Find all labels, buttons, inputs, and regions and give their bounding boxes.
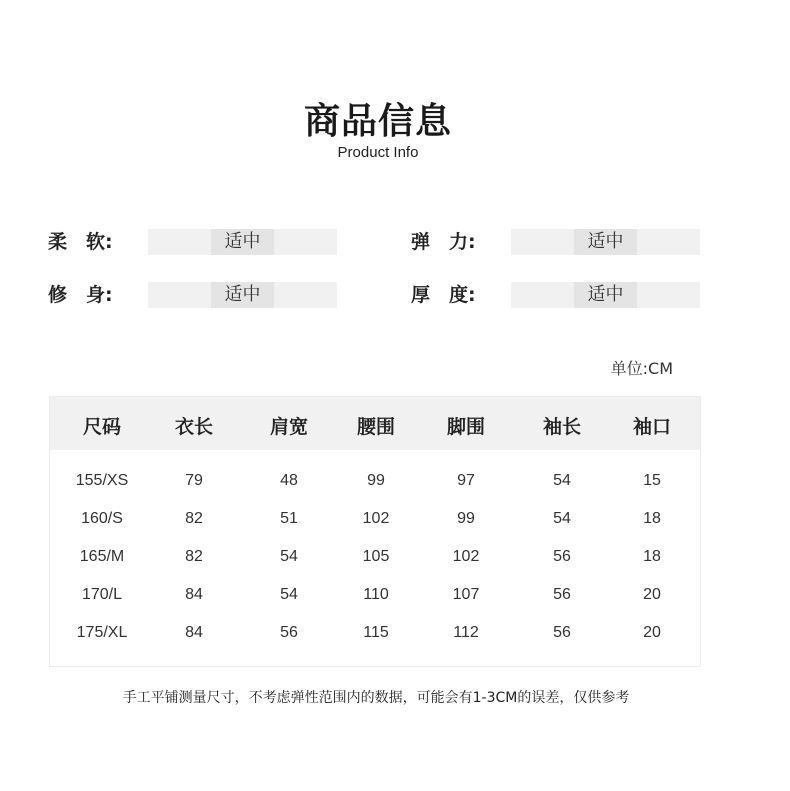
table-cell: 15 [643,472,661,489]
table-cell: 170/L [81,586,123,603]
column-header: 腰围 [356,416,395,438]
table-header [50,397,700,450]
table-cell: 56 [280,624,298,641]
column-header: 尺码 [82,416,121,438]
table-cell: 20 [643,586,661,603]
table-cell: 51 [280,510,298,527]
table-cell: 18 [643,510,661,527]
table-cell: 97 [457,472,475,489]
measurement-note: 手工平铺测量尺寸，不考虑弹性范围内的数据，可能会有1-3CM的误差，仅供参考 [122,690,630,706]
table-cell: 84 [185,586,203,603]
page-subtitle: Product Info [337,144,419,161]
attribute-scale [511,282,700,308]
table-cell: 54 [280,548,298,565]
size-table [49,396,701,667]
table-cell: 105 [362,548,390,565]
table-cell: 79 [185,472,203,489]
table-cell: 107 [452,586,480,603]
table-cell: 102 [362,510,390,527]
attribute-label: 修 身: [48,284,113,306]
table-cell: 82 [185,510,203,527]
column-header: 袖口 [632,416,671,438]
table-cell: 99 [367,472,385,489]
table-cell: 165/M [79,548,125,565]
attribute-label: 弹 力: [411,231,476,253]
attribute-label: 柔 软: [48,231,113,253]
column-header: 脚围 [446,416,485,438]
table-cell: 56 [553,548,571,565]
attribute-value: 适中 [211,229,274,255]
table-cell: 48 [280,472,298,489]
attribute-value: 适中 [574,282,637,308]
column-header: 肩宽 [269,416,308,438]
table-cell: 110 [363,586,389,603]
table-cell: 155/XS [75,472,129,489]
column-header: 袖长 [542,416,581,438]
table-cell: 18 [643,548,661,565]
table-cell: 82 [185,548,203,565]
table-cell: 115 [363,624,389,641]
table-cell: 112 [453,624,479,641]
column-header: 衣长 [174,416,213,438]
attribute-scale [148,282,337,308]
table-cell: 20 [643,624,661,641]
page-title: 商品信息 [303,101,452,142]
attribute-scale [148,229,337,255]
table-cell: 84 [185,624,203,641]
attribute-label: 厚 度: [411,284,476,306]
table-cell: 102 [452,548,480,565]
table-cell: 175/XL [76,624,128,641]
table-cell: 56 [553,586,571,603]
table-cell: 54 [553,510,571,527]
table-cell: 54 [553,472,571,489]
table-cell: 54 [280,586,298,603]
attribute-value: 适中 [211,282,274,308]
attribute-value: 适中 [574,229,637,255]
table-cell: 160/S [81,510,123,527]
table-cell: 99 [457,510,475,527]
unit-label: 单位:CM [610,359,673,378]
table-cell: 56 [553,624,571,641]
attribute-scale [511,229,700,255]
